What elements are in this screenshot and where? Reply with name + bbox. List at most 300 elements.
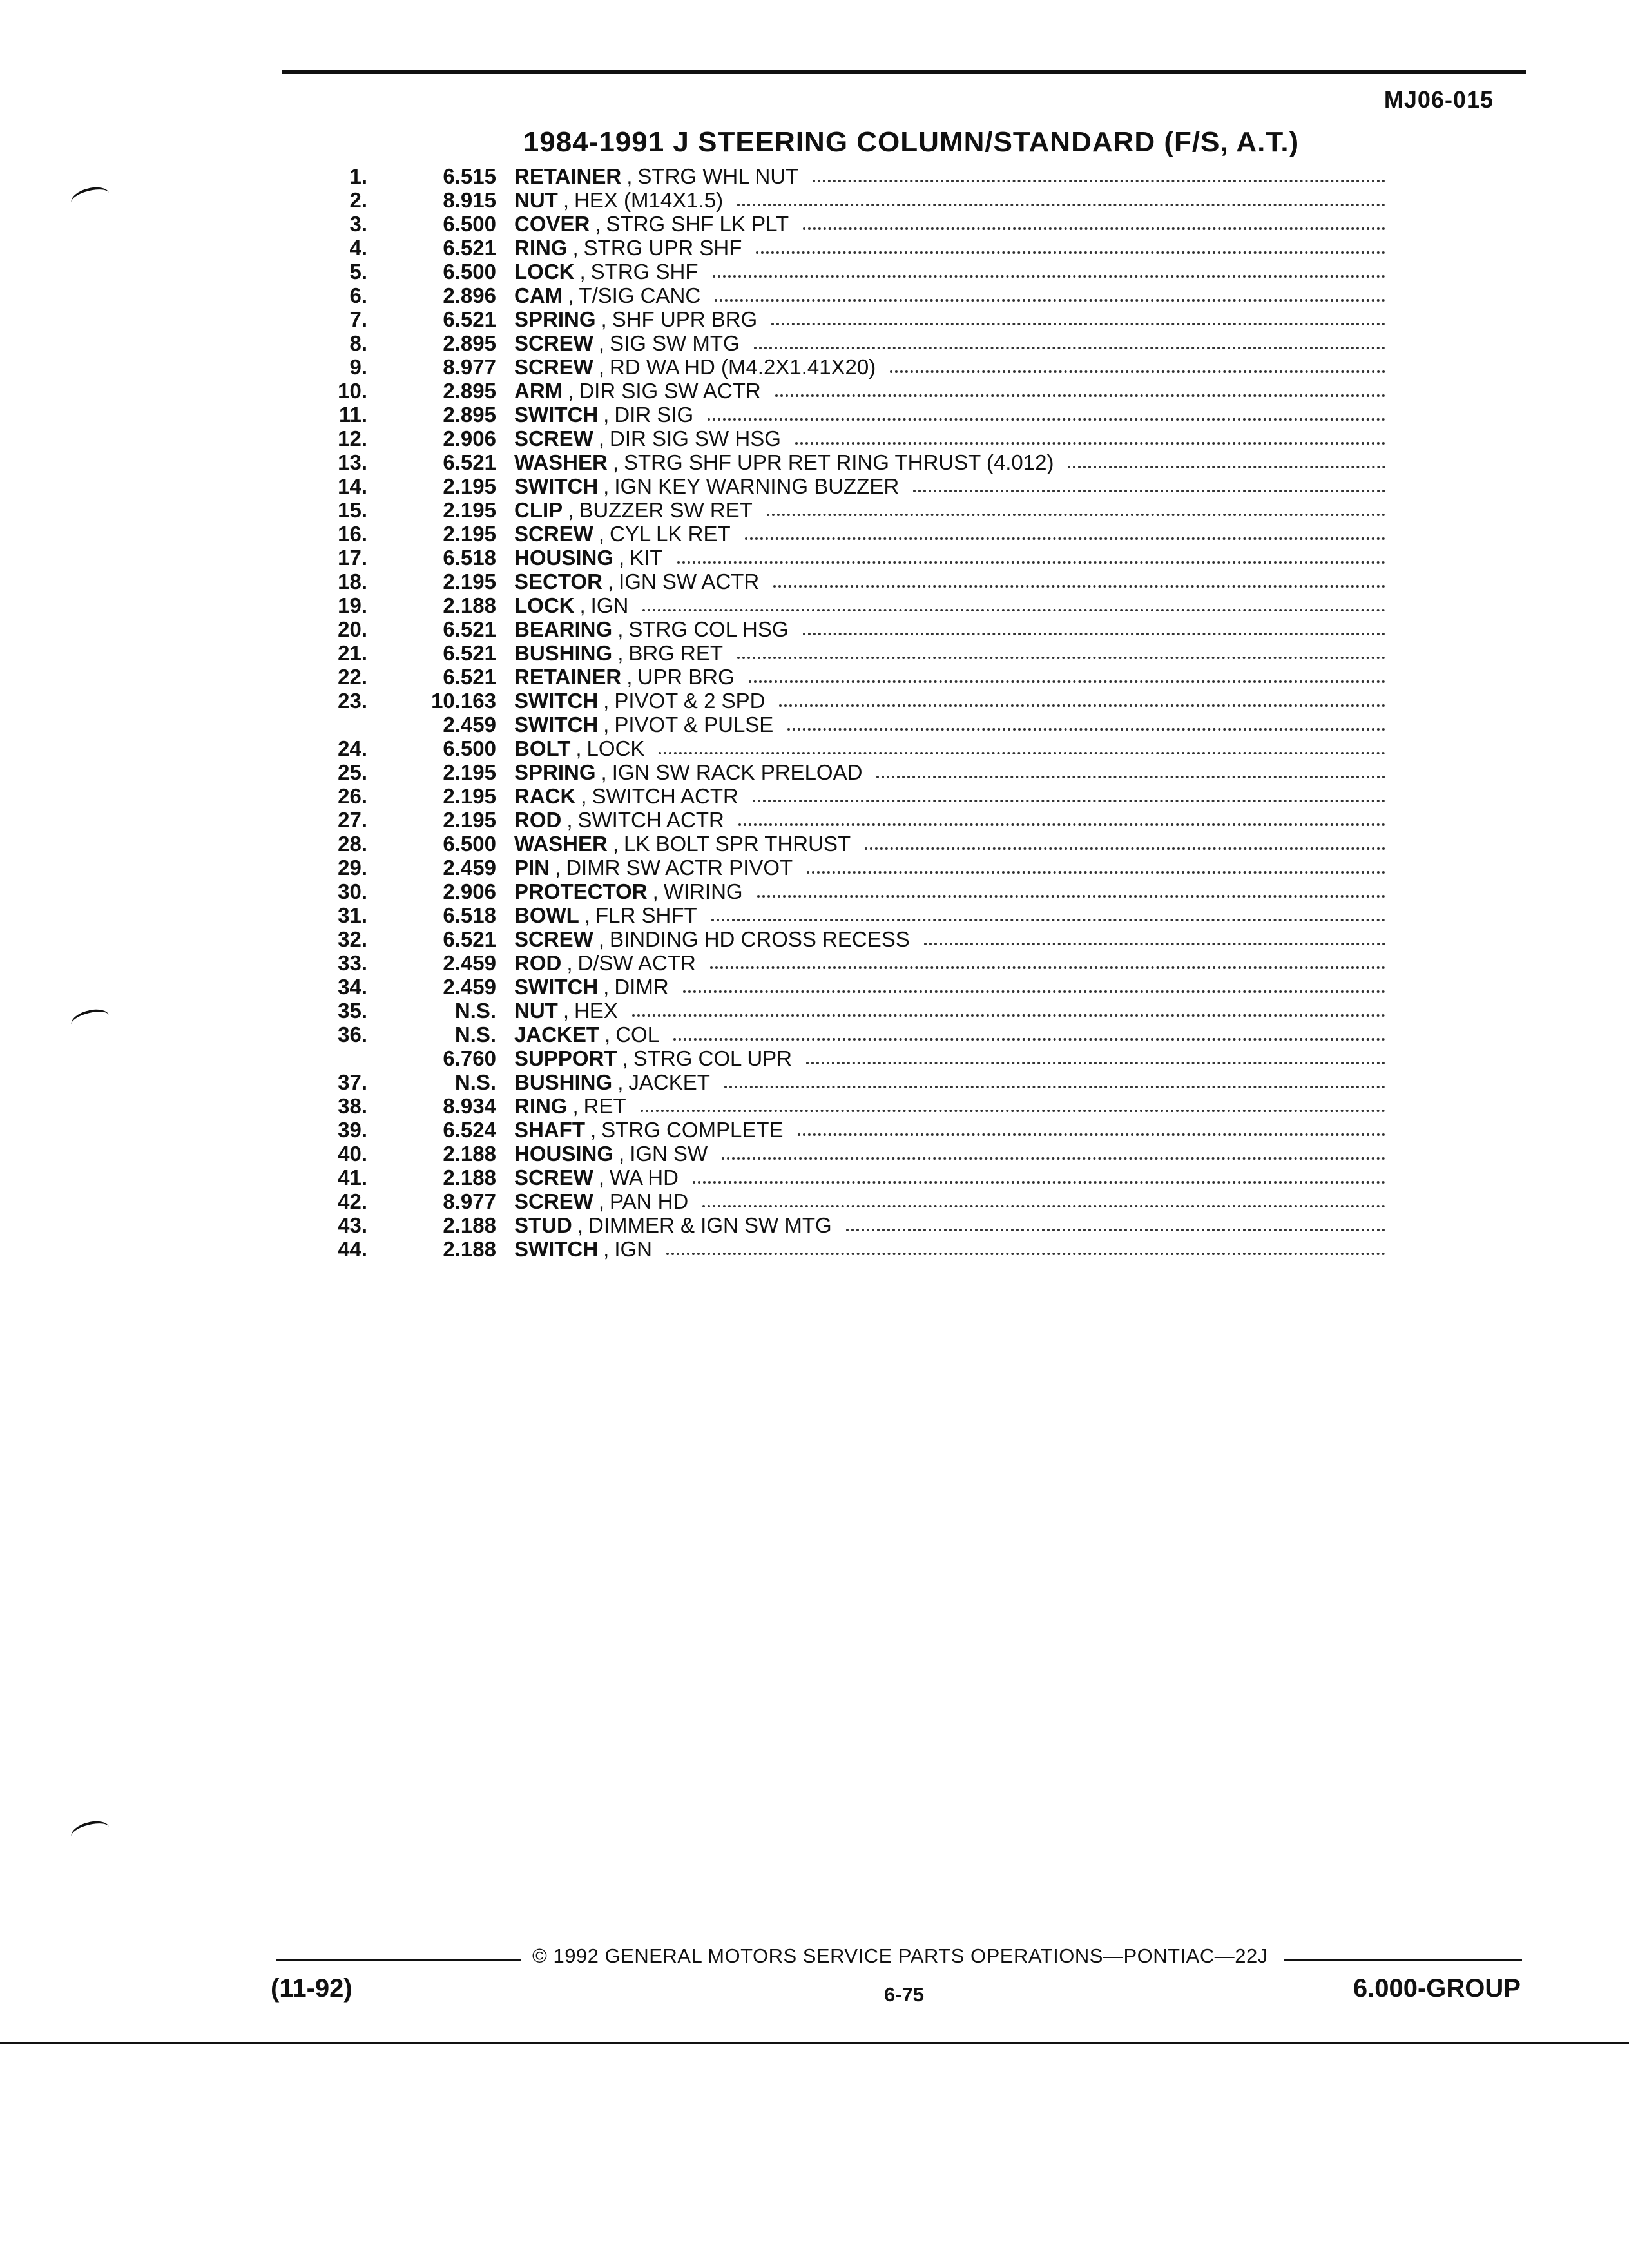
part-name: BUSHING	[514, 641, 613, 665]
part-separator: ,	[603, 1237, 610, 1261]
part-group-number: 6.515	[443, 164, 496, 188]
punch-mark-bottom	[69, 1818, 111, 1846]
part-description: DIMMER & IGN SW MTG	[588, 1213, 832, 1237]
dot-leader	[677, 561, 1385, 564]
part-group-number: N.S.	[454, 1070, 496, 1094]
part-description: STRG SHF LK PLT	[606, 212, 789, 236]
part-name: SPRING	[514, 760, 596, 784]
part-name: RING	[514, 236, 568, 260]
dot-leader	[724, 1086, 1385, 1088]
part-separator: ,	[598, 427, 605, 450]
part-row	[303, 999, 1385, 1023]
dot-leader	[659, 752, 1385, 754]
part-row	[303, 212, 1385, 236]
part-row	[303, 427, 1385, 450]
part-name: PROTECTOR	[514, 879, 648, 903]
part-name: WASHER	[514, 450, 608, 474]
part-row	[303, 975, 1385, 999]
part-separator: ,	[572, 236, 579, 260]
part-row	[303, 641, 1385, 665]
part-separator: ,	[577, 1213, 584, 1237]
part-group-number: N.S.	[454, 1023, 496, 1046]
dot-leader	[813, 180, 1385, 182]
part-group-number: 2.195	[443, 522, 496, 546]
part-separator: ,	[617, 617, 624, 641]
dot-leader	[708, 418, 1385, 421]
part-item-number: 37.	[338, 1070, 367, 1094]
part-group-number: 2.188	[443, 593, 496, 617]
part-separator: ,	[626, 665, 633, 689]
part-row	[303, 665, 1385, 689]
dot-leader	[738, 823, 1385, 826]
part-row	[303, 903, 1385, 927]
part-row	[303, 164, 1385, 188]
part-name: BOLT	[514, 736, 571, 760]
punch-mark-middle	[69, 1006, 111, 1034]
part-item-number: 21.	[338, 641, 367, 665]
part-separator: ,	[579, 593, 586, 617]
part-group-number: 8.934	[443, 1094, 496, 1118]
part-row	[303, 689, 1385, 713]
part-separator: ,	[575, 736, 582, 760]
dot-leader	[642, 609, 1385, 611]
part-group-number: 6.524	[443, 1118, 496, 1142]
dot-leader	[795, 442, 1385, 445]
part-item-number: 13.	[338, 450, 367, 474]
top-rule	[282, 70, 1526, 74]
part-description: PIVOT & PULSE	[614, 713, 774, 736]
part-name: NUT	[514, 188, 558, 212]
part-row	[303, 951, 1385, 975]
part-row	[303, 355, 1385, 379]
footer-page-number: 6-75	[884, 1983, 925, 2006]
part-description: IGN	[614, 1237, 652, 1261]
part-item-number: 2.	[349, 188, 367, 212]
part-item-number: 25.	[338, 760, 367, 784]
part-separator: ,	[568, 284, 574, 307]
dot-leader	[803, 633, 1385, 635]
part-item-number: 30.	[338, 879, 367, 903]
part-name: SWITCH	[514, 713, 599, 736]
part-name: SCREW	[514, 1166, 593, 1189]
part-group-number: 6.521	[443, 236, 496, 260]
part-group-number: 6.500	[443, 212, 496, 236]
part-name: HOUSING	[514, 546, 614, 570]
dot-leader	[715, 299, 1385, 302]
part-item-number: 9.	[349, 355, 367, 379]
part-name: SWITCH	[514, 689, 599, 713]
part-row	[303, 617, 1385, 641]
part-description: DIR SIG SW HSG	[610, 427, 781, 450]
dot-leader	[798, 1133, 1385, 1136]
part-item-number: 28.	[338, 832, 367, 856]
part-separator: ,	[619, 1142, 625, 1166]
part-row	[303, 1023, 1385, 1046]
part-row	[303, 1237, 1385, 1261]
part-row	[303, 1070, 1385, 1094]
part-separator: ,	[598, 927, 605, 951]
part-item-number: 43.	[338, 1213, 367, 1237]
part-name: SCREW	[514, 927, 593, 951]
dot-leader	[890, 370, 1385, 373]
dot-leader	[693, 1181, 1385, 1184]
part-row	[303, 832, 1385, 856]
part-row	[303, 188, 1385, 212]
part-description: LOCK	[586, 736, 645, 760]
part-separator: ,	[598, 1166, 605, 1189]
part-name: SECTOR	[514, 570, 602, 593]
part-name: ROD	[514, 951, 562, 975]
part-group-number: 6.500	[443, 260, 496, 284]
part-row	[303, 713, 1385, 736]
part-row	[303, 879, 1385, 903]
dot-leader	[807, 871, 1385, 874]
dot-leader	[773, 585, 1385, 588]
part-name: SWITCH	[514, 1237, 599, 1261]
dot-leader	[806, 1062, 1385, 1064]
part-group-number: 2.195	[443, 474, 496, 498]
part-group-number: 8.977	[443, 1189, 496, 1213]
part-row	[303, 474, 1385, 498]
dot-leader	[683, 990, 1385, 993]
part-name: RACK	[514, 784, 576, 808]
part-name: BEARING	[514, 617, 613, 641]
part-group-number: 2.188	[443, 1213, 496, 1237]
part-separator: ,	[603, 975, 610, 999]
part-separator: ,	[572, 1094, 579, 1118]
part-description: DIR SIG SW ACTR	[579, 379, 761, 403]
parts-list	[303, 164, 1385, 1261]
dot-leader	[710, 966, 1385, 969]
part-name: SCREW	[514, 331, 593, 355]
part-separator: ,	[563, 999, 569, 1023]
part-separator: ,	[607, 570, 614, 593]
part-group-number: 2.195	[443, 498, 496, 522]
part-description: WIRING	[663, 879, 743, 903]
part-item-number: 3.	[349, 212, 367, 236]
page-title	[0, 126, 1629, 159]
part-item-number: 5.	[349, 260, 367, 284]
part-row	[303, 1118, 1385, 1142]
part-item-number: 36.	[338, 1023, 367, 1046]
part-name: STUD	[514, 1213, 572, 1237]
part-description: WA HD	[610, 1166, 679, 1189]
part-row	[303, 808, 1385, 832]
footer-date: (11-92)	[271, 1974, 352, 2003]
bottom-rule	[0, 2042, 1629, 2044]
part-item-number: 40.	[338, 1142, 367, 1166]
part-name: SCREW	[514, 427, 593, 450]
part-group-number: 2.195	[443, 570, 496, 593]
part-item-number: 26.	[338, 784, 367, 808]
part-separator: ,	[598, 331, 605, 355]
part-item-number: 35.	[338, 999, 367, 1023]
dot-leader	[913, 490, 1385, 492]
footer-copyright: © 1992 GENERAL MOTORS SERVICE PARTS OPERATIONS—PONTIAC—22J	[532, 1945, 1268, 1967]
part-description: D/SW ACTR	[577, 951, 696, 975]
part-description: JACKET	[628, 1070, 710, 1094]
part-separator: ,	[598, 522, 605, 546]
part-group-number: 8.977	[443, 355, 496, 379]
part-name: CAM	[514, 284, 563, 307]
part-row	[303, 784, 1385, 808]
part-row	[303, 570, 1385, 593]
part-name: LOCK	[514, 260, 575, 284]
part-row	[303, 331, 1385, 355]
part-item-number: 7.	[349, 307, 367, 331]
part-group-number: 2.906	[443, 427, 496, 450]
part-name: RING	[514, 1094, 568, 1118]
part-group-number: 10.163	[431, 689, 496, 713]
part-separator: ,	[590, 1118, 597, 1142]
part-group-number: 2.459	[443, 713, 496, 736]
part-item-number: 31.	[338, 903, 367, 927]
dot-leader	[787, 728, 1385, 731]
part-description: SHF UPR BRG	[612, 307, 758, 331]
part-separator: ,	[563, 188, 569, 212]
dot-leader	[722, 1157, 1385, 1160]
part-description: CYL LK RET	[610, 522, 731, 546]
part-row	[303, 498, 1385, 522]
dot-leader	[711, 919, 1385, 921]
part-separator: ,	[619, 546, 625, 570]
footer-rule-right	[1284, 1959, 1522, 1961]
part-description: IGN	[590, 593, 629, 617]
part-item-number: 10.	[338, 379, 367, 403]
dot-leader	[702, 1205, 1385, 1207]
part-row	[303, 1189, 1385, 1213]
part-description: DIMR SW ACTR PIVOT	[566, 856, 793, 879]
part-group-number: 6.521	[443, 450, 496, 474]
part-description: STRG SHF	[590, 260, 699, 284]
part-row	[303, 736, 1385, 760]
part-item-number: 39.	[338, 1118, 367, 1142]
part-group-number: N.S.	[454, 999, 496, 1023]
part-separator: ,	[617, 1070, 624, 1094]
part-item-number: 33.	[338, 951, 367, 975]
part-row	[303, 260, 1385, 284]
part-separator: ,	[595, 212, 601, 236]
part-name: SCREW	[514, 355, 593, 379]
dot-leader	[1068, 466, 1385, 468]
part-name: SWITCH	[514, 975, 599, 999]
part-name: HOUSING	[514, 1142, 614, 1166]
part-separator: ,	[603, 713, 610, 736]
dot-leader	[745, 537, 1385, 540]
dot-leader	[713, 275, 1385, 278]
dot-leader	[673, 1038, 1385, 1041]
dot-leader	[641, 1110, 1385, 1112]
part-group-number: 6.760	[443, 1046, 496, 1070]
part-description: RET	[583, 1094, 626, 1118]
part-name: NUT	[514, 999, 558, 1023]
part-group-number: 8.915	[443, 188, 496, 212]
dot-leader	[737, 204, 1385, 206]
part-description: STRG SHF UPR RET RING THRUST (4.012)	[624, 450, 1054, 474]
part-row	[303, 450, 1385, 474]
part-description: SWITCH ACTR	[592, 784, 738, 808]
part-description: SIG SW MTG	[610, 331, 740, 355]
part-separator: ,	[579, 260, 586, 284]
part-item-number: 23.	[338, 689, 367, 713]
part-description: PIVOT & 2 SPD	[614, 689, 766, 713]
part-name: CLIP	[514, 498, 563, 522]
part-group-number: 6.518	[443, 546, 496, 570]
part-row	[303, 284, 1385, 307]
part-group-number: 2.188	[443, 1166, 496, 1189]
dot-leader	[757, 895, 1385, 898]
part-row	[303, 379, 1385, 403]
part-name: WASHER	[514, 832, 608, 856]
part-row	[303, 1213, 1385, 1237]
part-group-number: 2.895	[443, 331, 496, 355]
part-separator: ,	[598, 355, 605, 379]
part-item-number: 17.	[338, 546, 367, 570]
part-item-number: 14.	[338, 474, 367, 498]
part-row	[303, 1142, 1385, 1166]
part-item-number: 20.	[338, 617, 367, 641]
part-description: T/SIG CANC	[579, 284, 701, 307]
part-description: BUZZER SW RET	[579, 498, 753, 522]
part-name: RETAINER	[514, 164, 622, 188]
footer-group: 6.000-GROUP	[1353, 1974, 1521, 2003]
part-group-number: 6.521	[443, 641, 496, 665]
part-description: IGN SW RACK PRELOAD	[612, 760, 863, 784]
part-group-number: 6.521	[443, 307, 496, 331]
part-description: STRG COMPLETE	[601, 1118, 784, 1142]
footer-rule-left	[276, 1959, 521, 1961]
part-name: SUPPORT	[514, 1046, 617, 1070]
part-item-number: 11.	[338, 403, 367, 427]
part-group-number: 2.195	[443, 808, 496, 832]
part-row	[303, 403, 1385, 427]
part-item-number: 41.	[338, 1166, 367, 1189]
part-separator: ,	[555, 856, 561, 879]
part-description: DIR SIG	[614, 403, 694, 427]
part-item-number: 12.	[338, 427, 367, 450]
part-name: SWITCH	[514, 474, 599, 498]
part-description: STRG WHL NUT	[637, 164, 799, 188]
part-item-number: 4.	[349, 236, 367, 260]
document-code: MJ06-015	[1383, 86, 1494, 113]
part-row	[303, 593, 1385, 617]
dot-leader	[753, 800, 1385, 802]
part-item-number: 22.	[338, 665, 367, 689]
part-group-number: 6.518	[443, 903, 496, 927]
dot-leader	[737, 657, 1385, 659]
part-separator: ,	[612, 450, 619, 474]
part-separator: ,	[584, 903, 590, 927]
part-group-number: 6.521	[443, 665, 496, 689]
part-separator: ,	[568, 379, 574, 403]
part-group-number: 2.906	[443, 879, 496, 903]
part-item-number: 16.	[338, 522, 367, 546]
part-separator: ,	[604, 1023, 611, 1046]
part-separator: ,	[581, 784, 587, 808]
part-separator: ,	[566, 808, 573, 832]
part-row	[303, 546, 1385, 570]
part-separator: ,	[603, 689, 610, 713]
part-name: ARM	[514, 379, 563, 403]
dot-leader	[775, 394, 1385, 397]
part-item-number: 44.	[338, 1237, 367, 1261]
part-separator: ,	[622, 1046, 628, 1070]
part-description: COL	[615, 1023, 660, 1046]
part-item-number: 42.	[338, 1189, 367, 1213]
part-item-number: 29.	[338, 856, 367, 879]
dot-leader	[846, 1229, 1385, 1231]
dot-leader	[876, 776, 1385, 778]
dot-leader	[924, 943, 1385, 945]
part-separator: ,	[603, 474, 610, 498]
part-group-number: 2.896	[443, 284, 496, 307]
part-description: DIMR	[614, 975, 669, 999]
part-separator: ,	[601, 760, 607, 784]
part-item-number: 1.	[349, 164, 367, 188]
part-item-number: 8.	[349, 331, 367, 355]
part-item-number: 19.	[338, 593, 367, 617]
dot-leader	[779, 704, 1385, 707]
part-row	[303, 307, 1385, 331]
dot-leader	[865, 847, 1385, 850]
part-group-number: 2.188	[443, 1237, 496, 1261]
part-item-number: 27.	[338, 808, 367, 832]
dot-leader	[756, 251, 1385, 254]
part-item-number: 32.	[338, 927, 367, 951]
part-name: SHAFT	[514, 1118, 585, 1142]
part-description: RD WA HD (M4.2X1.41X20)	[610, 355, 876, 379]
part-group-number: 2.459	[443, 975, 496, 999]
part-description: PAN HD	[610, 1189, 689, 1213]
part-name: ROD	[514, 808, 562, 832]
punch-mark-top	[69, 184, 111, 212]
part-row	[303, 236, 1385, 260]
part-group-number: 2.195	[443, 760, 496, 784]
part-item-number: 6.	[349, 284, 367, 307]
part-row	[303, 1094, 1385, 1118]
part-description: IGN SW	[630, 1142, 708, 1166]
part-item-number: 38.	[338, 1094, 367, 1118]
part-description: HEX	[574, 999, 618, 1023]
part-group-number: 6.521	[443, 927, 496, 951]
part-description: FLR SHFT	[595, 903, 697, 927]
part-name: LOCK	[514, 593, 575, 617]
part-description: STRG UPR SHF	[583, 236, 742, 260]
part-description: BRG RET	[628, 641, 724, 665]
part-name: RETAINER	[514, 665, 622, 689]
dot-leader	[767, 514, 1385, 516]
part-row	[303, 1166, 1385, 1189]
part-group-number: 6.500	[443, 736, 496, 760]
part-separator: ,	[568, 498, 574, 522]
part-name: BUSHING	[514, 1070, 613, 1094]
part-separator: ,	[601, 307, 607, 331]
part-group-number: 2.459	[443, 951, 496, 975]
part-group-number: 2.895	[443, 379, 496, 403]
part-separator: ,	[603, 403, 610, 427]
part-item-number: 18.	[338, 570, 367, 593]
part-description: STRG COL HSG	[628, 617, 789, 641]
part-group-number: 6.521	[443, 617, 496, 641]
part-group-number: 2.195	[443, 784, 496, 808]
part-description: IGN SW ACTR	[619, 570, 760, 593]
dot-leader	[754, 347, 1385, 349]
part-name: JACKET	[514, 1023, 600, 1046]
part-name: SPRING	[514, 307, 596, 331]
part-separator: ,	[612, 832, 619, 856]
page-title-text: 1984-1991 J STEERING COLUMN/STANDARD (F/S, A.T.)	[523, 126, 1300, 158]
part-description: HEX (M14X1.5)	[574, 188, 724, 212]
